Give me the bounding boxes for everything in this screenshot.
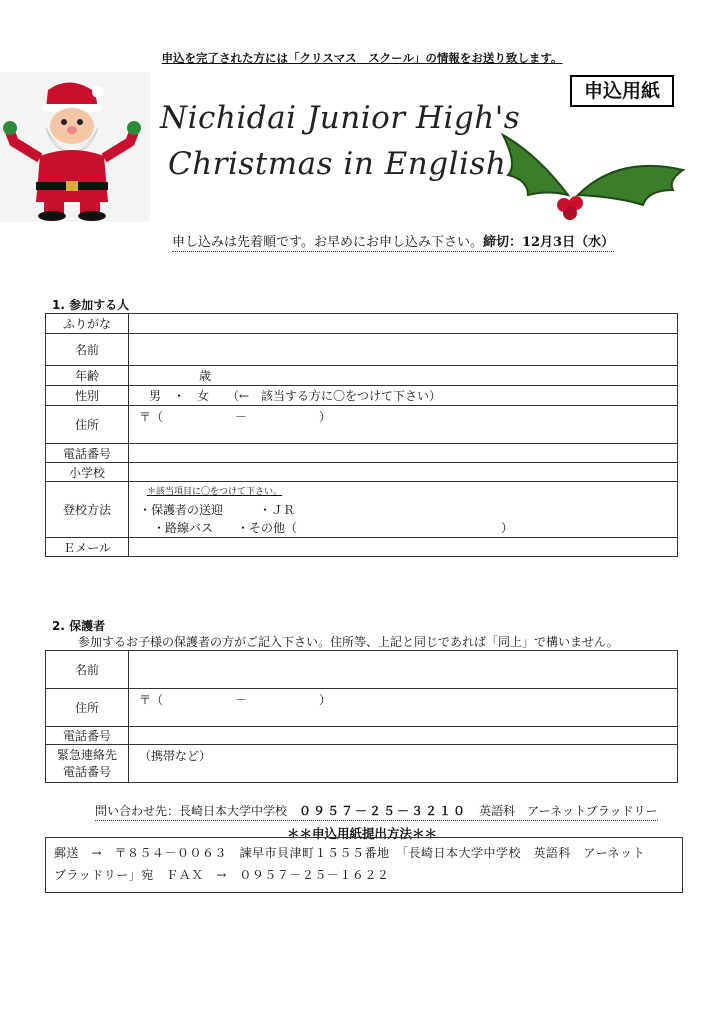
school-field[interactable]	[129, 463, 678, 482]
postal-code: 〒（ － ）	[139, 410, 332, 424]
section2-heading: 2. 保護者	[52, 619, 106, 633]
contact-phone: ０９５７－２５－３２１０	[299, 804, 468, 818]
guardian-name-field[interactable]	[129, 651, 678, 689]
header-notice: 申込を完了された方には「クリスマス スクール」の情報をお送り致します。	[161, 51, 563, 65]
age-label: 年齢	[46, 366, 129, 386]
gender-field[interactable]	[129, 386, 678, 406]
emergency-note: （携帯など）	[139, 749, 212, 763]
commute-options-line2: ・路線バス ・その他（ ）	[153, 520, 514, 535]
contact-info: 問い合わせ先：長崎日本大学中学校 ０９５７－２５－３２１０ 英語科 アーネットブラッドリー	[95, 802, 658, 821]
emergency-label	[46, 745, 129, 783]
furigana-label: ふりがな	[46, 314, 129, 334]
furigana-field[interactable]	[129, 314, 678, 334]
phone-field[interactable]	[129, 444, 678, 463]
name-field[interactable]	[129, 334, 678, 366]
address-field[interactable]	[129, 406, 678, 444]
participant-table	[45, 313, 678, 557]
phone-label: 電話番号	[46, 444, 129, 463]
submission-method-title: ＊＊申込用紙提出方法＊＊	[286, 826, 437, 841]
section1-heading: 1. 参加する人	[52, 298, 130, 312]
holly-illustration	[498, 125, 688, 220]
emergency-field[interactable]	[129, 745, 678, 783]
section2-intro: 参加するお子様の保護者の方がご記入下さい。住所等、上記と同じであれば「同上」で構いません。	[78, 635, 619, 649]
event-title-line2: Christmas in English	[168, 146, 507, 182]
guardian-phone-label: 電話番号	[46, 727, 129, 745]
email-label: Ｅメール	[46, 538, 129, 557]
age-unit: 歳	[199, 369, 212, 383]
commute-label: 登校方法	[46, 482, 129, 538]
guardian-postal-code: 〒（ － ）	[139, 693, 332, 707]
event-title-line1: Nichidai Junior High's	[160, 100, 521, 136]
santa-illustration	[0, 72, 150, 222]
address-label: 住所	[46, 406, 129, 444]
email-field[interactable]	[129, 538, 678, 557]
emergency-label-line2: 電話番号	[62, 764, 111, 779]
gender-label: 性別	[46, 386, 129, 406]
commute-note: ＊該当項目に〇をつけて下さい。	[147, 486, 283, 497]
guardian-table	[45, 650, 678, 783]
name-label: 名前	[46, 334, 129, 366]
submission-method-box	[45, 837, 683, 893]
application-form-label: 申込用紙	[570, 75, 674, 107]
gender-options: 男 ・ 女 （← 該当する方に〇をつけて下さい）	[149, 389, 442, 403]
guardian-address-field[interactable]	[129, 689, 678, 727]
age-field[interactable]	[129, 366, 678, 386]
commute-options-line1: ・保護者の送迎 ・ＪＲ	[139, 502, 296, 517]
order-note: 申し込みは先着順です。お早めにお申し込み下さい。締切：12月3日（水）	[172, 231, 614, 252]
guardian-name-label: 名前	[46, 651, 129, 689]
emergency-label-line1: 緊急連絡先	[56, 747, 117, 762]
submission-method-line2: ブラッドリー」宛 ＦＡＸ → ０９５７－２５－１６２２	[54, 868, 390, 882]
submission-method-line1: 郵送 → 〒８５４－００６３ 諫早市貝津町１５５５番地 「長崎日本大学中学校 英語科 アーネット	[54, 846, 646, 860]
commute-field[interactable]	[129, 482, 678, 538]
school-label: 小学校	[46, 463, 129, 482]
guardian-phone-field[interactable]	[129, 727, 678, 745]
guardian-address-label: 住所	[46, 689, 129, 727]
